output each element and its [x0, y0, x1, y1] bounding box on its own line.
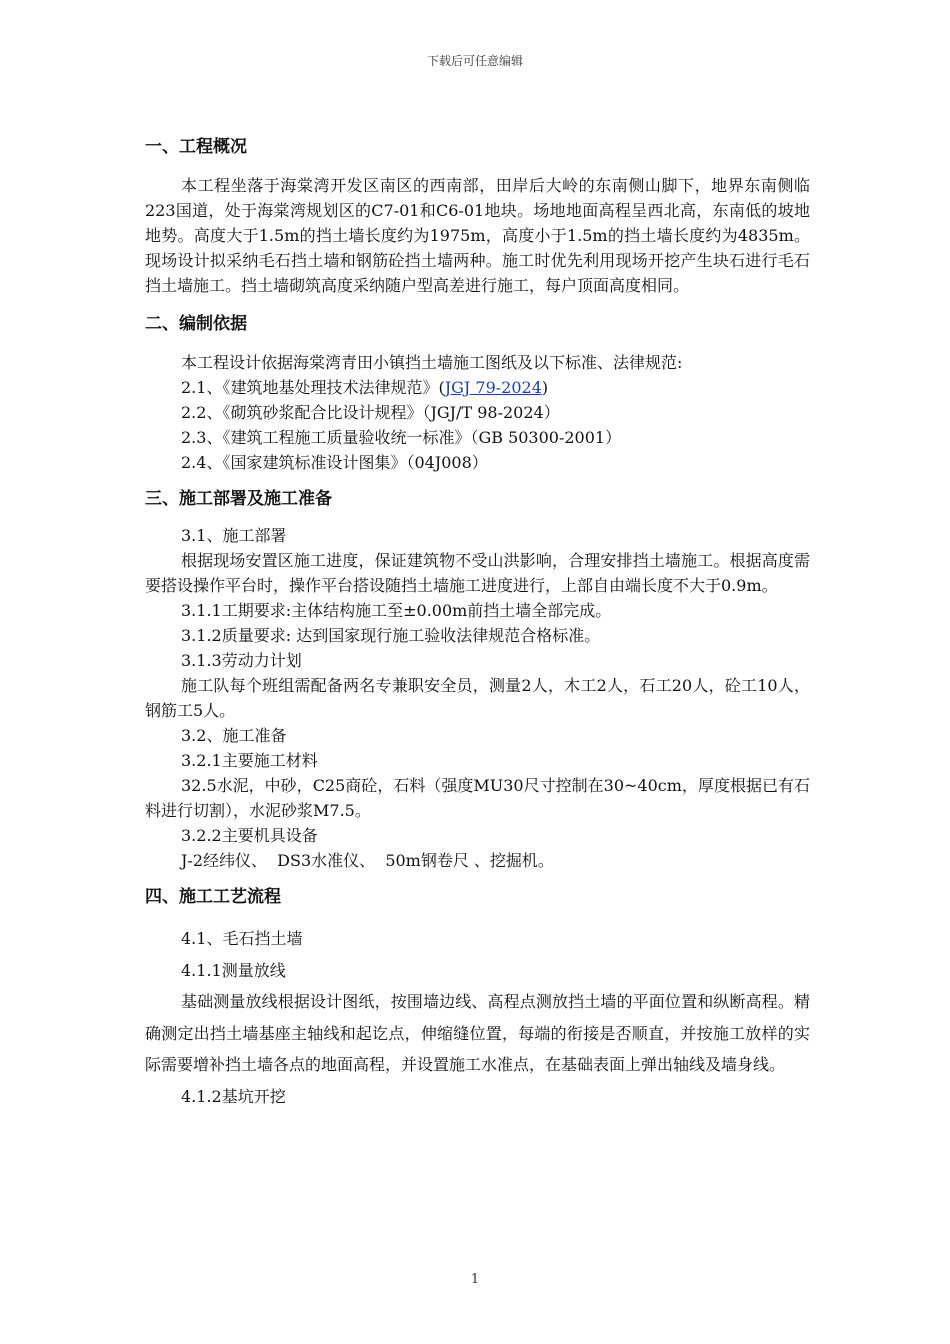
basis-intro: 本工程设计依据海棠湾青田小镇挡土墙施工图纸及以下标准、法律规范: [181, 353, 683, 372]
basis-item-1-text: 2.1、《建筑地基处理技术法律规范》( [181, 378, 445, 397]
paragraph-overview: 本工程坐落于海棠湾开发区南区的西南部，田岸后大岭的东南侧山脚下，地界东南侧临223国道，处于海棠湾规划区的C7-01和C6-01地块。场地地面高程呈西北高，东南低的坡地地势。高度大于1.5m的挡土墙长度约为1975m，高度小于1.5m的挡土墙长度约为4835m。现场设计拟采纳毛石挡土墙和钢筋砼挡土墙两种。施工时优先利用现场开挖产生块石进行毛石挡土墙施工。挡土墙砌筑高度采纳随户型高差进行施工，每户顶面高度相同。 [145, 176, 810, 295]
heading-3-1: 3.1、施工部署 [181, 526, 287, 545]
heading-3-1-3: 3.1.3劳动力计划 [181, 651, 302, 670]
heading-3-2-2: 3.2.2主要机具设备 [181, 826, 318, 845]
heading-3-2: 3.2、施工准备 [181, 726, 287, 745]
basis-item-4: 2.4、《国家建筑标准设计图集》（04J008） [181, 453, 488, 472]
paragraph-4-1-1: 基础测量放线根据设计图纸，按围墙边线、高程点测放挡土墙的平面位置和纵断高程。精确测定出挡土墙基座主轴线和起讫点，伸缩缝位置，每端的衔接是否顺直，并按施工放样的实际需要增补挡土墙各点的地面高程，并设置施工水准点，在基础表面上弹出轴线及墙身线。 [145, 992, 810, 1074]
basis-item-2: 2.2、《砌筑砂浆配合比设计规程》（JGJ/T 98-2024） [181, 403, 560, 422]
heading-3-1-1: 3.1.1工期要求:主体结构施工至±0.00m前挡土墙全部完成。 [181, 601, 612, 620]
basis-item-1 [145, 375, 810, 400]
basis-item-1-close: ) [541, 378, 549, 397]
heading-4-1-2: 4.1.2基坑开挖 [181, 1086, 286, 1106]
page-number: 1 [470, 1272, 480, 1287]
section-title-basis: 二、编制依据 [145, 314, 247, 334]
heading-3-2-1: 3.2.1主要施工材料 [181, 751, 318, 770]
paragraph-3-1-3: 施工队每个班组需配备两名专兼职安全员，测量2人，木工2人，石工20人，砼工10人，钢筋工5人。 [145, 676, 810, 720]
paragraph-3-2-2: J-2经纬仪、 DS3水准仪、 50m钢卷尺 、挖掘机。 [181, 851, 554, 870]
standard-link[interactable]: JGJ 79-2024 [444, 378, 542, 397]
section-title-deployment: 三、施工部署及施工准备 [145, 489, 332, 509]
paragraph-3-2-1: 32.5水泥，中砂，C25商砼，石料（强度MU30尺寸控制在30~40cm，厚度根据已有石料进行切割），水泥砂浆M7.5。 [145, 776, 810, 820]
section-title-overview: 一、工程概况 [145, 137, 247, 157]
heading-4-1-1: 4.1.1测量放线 [181, 960, 286, 980]
heading-3-1-2: 3.1.2质量要求: 达到国家现行施工验收法律规范合格标准。 [181, 626, 601, 645]
section-title-process: 四、施工工艺流程 [145, 887, 281, 907]
basis-item-3: 2.3、《建筑工程施工质量验收统一标准》（GB 50300-2001） [181, 428, 622, 447]
heading-4-1: 4.1、毛石挡土墙 [181, 929, 303, 948]
paragraph-3-1: 根据现场安置区施工进度，保证建筑物不受山洪影响，合理安排挡土墙施工。根据高度需要搭设操作平台时，操作平台搭设随挡土墙施工进度进行，上部自由端长度不大于0.9m。 [145, 551, 810, 595]
page-header: 下载后可任意编辑 [426, 54, 523, 68]
document-body [145, 135, 810, 1112]
